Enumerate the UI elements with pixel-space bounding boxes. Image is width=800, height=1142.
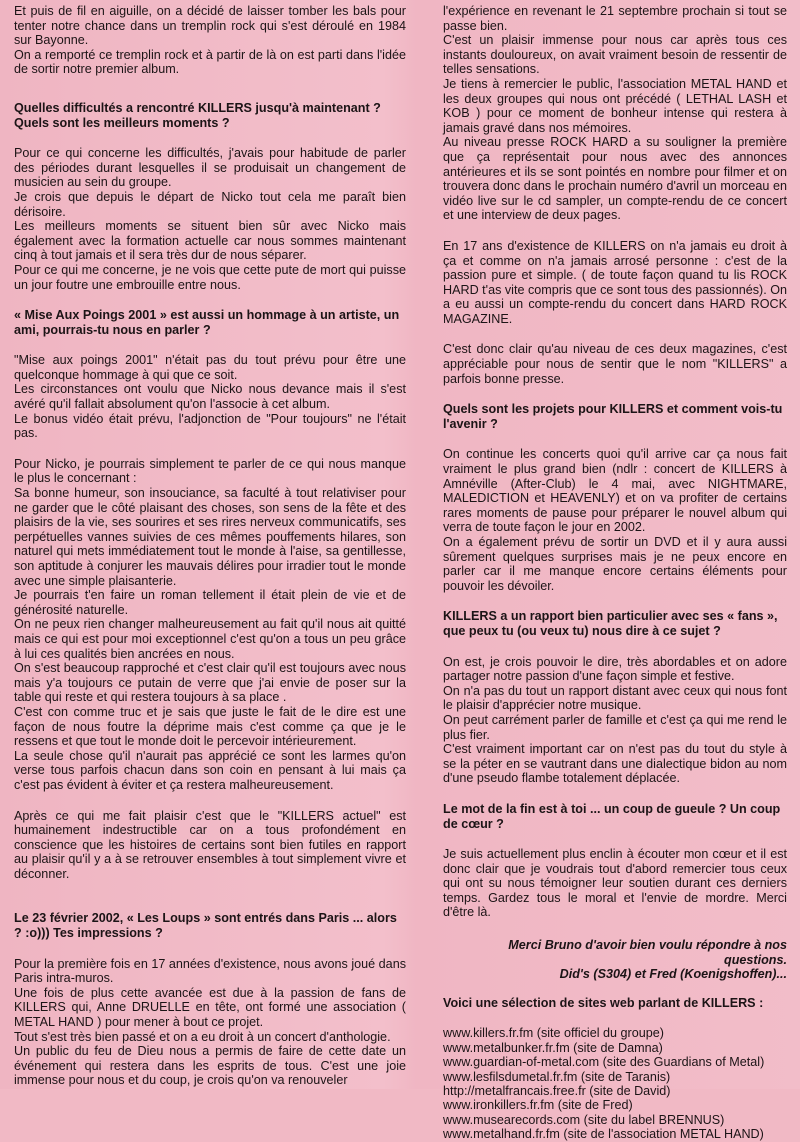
paragraph: Après ce qui me fait plaisir c'est que le "KILLERS actuel" est humainement indestructible car on a tous profondément en conscience que les histoires de certains sont bien futiles en rapport au plaisir qu'il y a à se retrouver ensembles à tout simplement vivre et déconner. <box>14 808 406 881</box>
site-item: www.ironkillers.fr.fm (site de Fred) <box>443 1098 633 1113</box>
question-heading: Le mot de la fin est à toi ... un coup de gueule ? Un coup de cœur ? <box>443 801 781 831</box>
paragraph: Tout s'est très bien passé et on a eu droit à un concert d'anthologie. <box>14 1029 391 1044</box>
spacer <box>443 593 787 609</box>
thanks-line: Merci Bruno d'avoir bien voulu répondre à nos questions. <box>508 938 787 967</box>
spacer <box>14 441 406 457</box>
paragraph: "Mise aux poings 2001" n'était pas du tout prévu pour être une quelconque hommage à qui que ce soit. <box>14 353 406 382</box>
question-heading: Quels sont les projets pour KILLERS et comment vois-tu l'avenir ? <box>443 402 783 431</box>
paragraph: Et puis de fil en aiguille, on a décidé de laisser tomber les bals pour tenter notre chance dans un tremplin rock qui s'est déroulé en 1984 sur Bayonne. <box>14 4 406 48</box>
spacer <box>443 639 787 655</box>
question-heading: KILLERS a un rapport bien particulier avec ses « fans », que peux tu (ou veux tu) nous dire à ce sujet ? <box>443 609 778 638</box>
spacer <box>14 77 406 101</box>
paragraph: C'est vraiment important car on n'est pas du tout du style à se la péter en se vautrant dans une dialectique bidon au nom d'une pseudo flambe totalement déplacée. <box>443 742 787 786</box>
spacer <box>14 941 406 957</box>
paragraph: On peut carrément parler de famille et c'est ça qui me rend le plus fier. <box>443 712 787 742</box>
paragraph: Sa bonne humeur, son insouciance, sa faculté à tout relativiser pour ne garder que le côté plaisant des choses, son sens de la fête et des plaisirs de la vie, ses sourires et ses rires nerveux communicatifs, ses perpétuelles vannes suivies de ces mêmes pouffements hilares, son naturel qui mets immédiatement tout le monde à l'aise, sa gentillesse, son aptitude à conjurer les mauvais délires pour irradier tout le monde avec une simple plaisanterie. <box>14 486 406 588</box>
spacer <box>443 223 787 239</box>
paragraph: Les meilleurs moments se situent bien sûr avec Nicko mais également avec la formation actuelle car nous sommes maintenant cinq à tout jamais et il sera très dur de nous séparer. <box>14 219 406 263</box>
site-item: www.metalhand.fr.fm (site de l'association METAL HAND) <box>443 1127 764 1142</box>
spacer <box>14 881 406 911</box>
spacer <box>443 786 787 802</box>
paragraph: On n'a pas du tout un rapport distant avec ceux qui nous font le plaisir d'apprécier notre musique. <box>443 683 787 713</box>
spacer <box>14 337 406 353</box>
site-item: www.musearecords.com (site du label BRENNUS) <box>443 1112 725 1127</box>
right-column <box>443 4 787 1142</box>
paragraph: Au niveau presse ROCK HARD a su souligner la première que ça représentait pour nous avec des annonces antérieures et ils se sont pointés en nombre pour filmer et on trouvera donc dans le prochain numéro d'avril un morceau en vidéo live sur le cd sampler, un compte-rendu de ce concert et une interview de deux pages. <box>443 135 787 223</box>
paragraph: On est, je crois pouvoir le dire, très abordables et on adore partager notre passion d'une façon simple et festive. <box>443 654 787 684</box>
signature-line: Did's (S304) et Fred (Koenigshoffen)... <box>559 967 787 982</box>
paragraph: On ne peux rien changer malheureusement au fait qu'il nous ait quitté mais ce qui est pour moi exceptionnel c'est qu'on a tous un peu grâce à lui ces qualités bien ancrées en nous. <box>14 617 406 661</box>
paragraph: La seule chose qu'il n'aurait pas apprécié ce sont les larmes qu'on verse tous parfois chacun dans son coin en pensant à lui mais ça c'est pas évident à éviter et ça restera malheureusement. <box>14 748 406 792</box>
left-column <box>14 4 406 1088</box>
paragraph: C'est un plaisir immense pour nous car après tous ces instants douloureux, on avait vraiment besoin de ressentir de telles sensations. <box>443 33 787 77</box>
site-item: www.guardian-of-metal.com (site des Guardians of Metal) <box>443 1055 765 1070</box>
paragraph: Les circonstances ont voulu que Nicko nous devance mais il s'est avéré qu'il fallait absolument qu'on l'associe à cet album. <box>14 382 406 412</box>
sites-list <box>443 1026 787 1141</box>
question-heading: Le 23 février 2002, « Les Loups » sont entrés dans Paris ... alors ? :o))) Tes impressions ? <box>14 911 397 941</box>
paragraph: Un public du feu de Dieu nous a permis de faire de cette date un événement qui restera dans les esprits de tous. C'est une joie immense pour nous et du coup, je crois qu'on va renouveler <box>14 1044 406 1088</box>
spacer <box>443 982 787 996</box>
paragraph: On s'est beaucoup rapproché et c'est clair qu'il est toujours avec nous mais y'a toujours ce putain de verre que j'ai envie de poser sur la table qui reste et qui restera toujours à sa place . <box>14 661 406 705</box>
paragraph: Je pourrais t'en faire un roman tellement il était plein de vie et de générosité naturelle. <box>14 588 406 617</box>
paragraph: On a également prévu de sortir un DVD et il y aura aussi sûrement quelques surprises mais je ne peux encore en parler car il me manque encore certains éléments pour pouvoir les dévoiler. <box>443 535 787 593</box>
paragraph: Une fois de plus cette avancée est due à la passion de fans de KILLERS qui, Anne DRUELLE en tête, ont formé une association ( METAL HAND ) pour mener à bout ce projet. <box>14 985 406 1030</box>
paragraph: Je suis actuellement plus enclin à écouter mon cœur et il est donc clair que je voudrais tout d'abord remercier tous ceux qui ont su nous témoigner leur soutien durant ces derniers temps. Gardez tous le moral et l'envie de mordre. Merci d'être là. <box>443 847 787 920</box>
question-heading: Quelles difficultés a rencontré KILLERS jusqu'à maintenant ? Quels sont les meilleurs moments ? <box>14 100 381 130</box>
site-item: www.lesfilsdumetal.fr.fm (site de Taranis) <box>443 1069 671 1084</box>
spacer <box>443 920 787 938</box>
spacer <box>443 831 787 847</box>
paragraph: On a remporté ce tremplin rock et à partir de là on est parti dans l'idée de sortir notre premier album. <box>14 47 406 77</box>
site-item: www.metalbunker.fr.fm (site de Damna) <box>443 1040 663 1055</box>
paragraph: Je crois que depuis le départ de Nicko tout cela me paraît bien dérisoire. <box>14 189 406 219</box>
spacer <box>443 1010 787 1026</box>
paragraph: En 17 ans d'existence de KILLERS on n'a jamais eu droit à ça et comme on n'a jamais arrosé personne : c'est de la passion pure et simple. ( de toute façon quand tu lis ROCK HARD t'as vite compris que ce sont tous des passionnés). On a eu aussi un compte-rendu du concert dans HARD ROCK MAGAZINE. <box>443 238 787 326</box>
paragraph: Pour la première fois en 17 années d'existence, nous avons joué dans Paris intra-muros. <box>14 956 406 986</box>
spacer <box>443 431 787 447</box>
spacer <box>14 793 406 809</box>
paragraph: On continue les concerts quoi qu'il arrive car ça nous fait vraiment le plus grand bien (ndlr : concert de KILLERS à Amnéville (After-Club) le 4 mai, avec NIGHTMARE, MALEDICTION et HEAVENLY) et on va profiter de certains rares moments de pause pour préparer le nouvel album qui verra de toute façon le jour en 2002. <box>443 447 787 535</box>
site-item: www.killers.fr.fm (site officiel du groupe) <box>443 1026 664 1041</box>
site-item: http://metalfrancais.free.fr (site de David) <box>443 1084 671 1099</box>
paragraph: C'est donc clair qu'au niveau de ces deux magazines, c'est appréciable pour nous de sentir que le nom "KILLERS" a parfois bonne presse. <box>443 342 787 386</box>
spacer <box>443 326 787 342</box>
paragraph: l'expérience en revenant le 21 septembre prochain si tout se passe bien. <box>443 4 787 33</box>
sites-heading: Voici une sélection de sites web parlant de KILLERS : <box>443 995 764 1010</box>
paragraph: Le bonus vidéo était prévu, l'adjonction de "Pour toujours" ne l'était pas. <box>14 411 406 441</box>
paragraph: Pour ce qui concerne les difficultés, j'avais pour habitude de parler des périodes durant lesquelles il se produisait un changement de musicien au sein du groupe. <box>14 146 406 190</box>
paragraph: Pour Nicko, je pourrais simplement te parler de ce qui nous manque le plus le concernant : <box>14 456 406 486</box>
paragraph: C'est con comme truc et je sais que juste le fait de le dire est une façon de nous foutre la déprime mais c'est comme ça que je le ressens et que tout le monde doit le percevoir intérieurement. <box>14 704 406 749</box>
spacer <box>443 386 787 402</box>
question-heading: « Mise Aux Poings 2001 » est aussi un hommage à un artiste, un ami, pourrais-tu nous en parler ? <box>14 308 400 337</box>
spacer <box>14 130 406 146</box>
paragraph: Je tiens à remercier le public, l'association METAL HAND et les deux groupes qui nous ont précédé ( LETHAL LASH et KOB ) pour ce moment de bonheur intense qui restera à jamais gravé dans nos mémoires. <box>443 76 787 135</box>
spacer <box>14 292 406 308</box>
paragraph: Pour ce qui me concerne, je ne vois que cette pute de mort qui puisse un jour foutre une embrouille entre nous. <box>14 262 406 292</box>
